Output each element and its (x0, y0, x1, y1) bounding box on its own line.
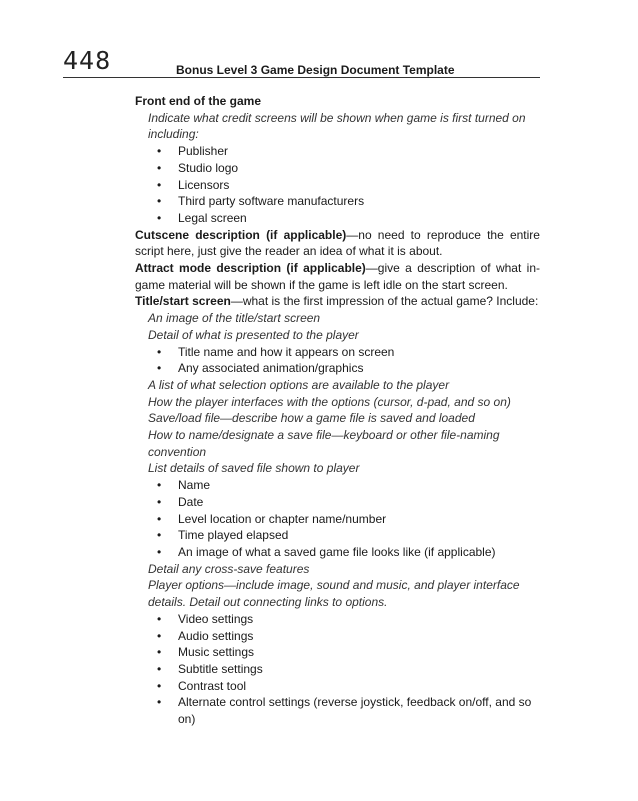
list-item-text: Third party software manufacturers (178, 194, 365, 209)
list-item-text: Date (178, 494, 204, 509)
bullet-icon: • (157, 661, 162, 676)
list-item-text: An image of what a saved game file looks like (if applicable) (178, 544, 496, 559)
credit-screens-list (135, 143, 540, 227)
bullet-icon: • (157, 628, 162, 643)
title-screen-paragraph (135, 293, 540, 310)
list-item-text: Any associated animation/graphics (178, 361, 364, 376)
player-options-list (135, 611, 540, 728)
bullet-icon: • (157, 695, 162, 710)
list-item-text: Time played elapsed (178, 528, 289, 543)
bullet-icon: • (157, 478, 162, 493)
title-screen-line: How to name/designate a save file—keyboard or other file-naming convention (148, 428, 500, 459)
list-item-text: Audio settings (178, 628, 254, 643)
title-screen-line: An image of the title/start screen (148, 311, 321, 326)
bullet-icon: • (157, 210, 162, 225)
list-item-text: Music settings (178, 645, 255, 660)
list-item (157, 628, 540, 645)
list-item (157, 477, 540, 494)
attract-text: —give a description of what in-game material will be shown if the game is left idle on the start screen. (135, 261, 540, 292)
list-item (157, 193, 540, 210)
title-screen-line: Save/load file—describe how a game file is saved and loaded (148, 411, 475, 426)
list-item (157, 661, 540, 678)
list-item (157, 360, 540, 377)
list-item (157, 344, 540, 361)
list-item-text: Subtitle settings (178, 661, 263, 676)
bullet-icon: • (157, 645, 162, 660)
list-item (157, 527, 540, 544)
title-screen-heading: Title/start screen (135, 294, 231, 309)
attract-heading: Attract mode description (if applicable) (135, 261, 366, 276)
page-content (135, 93, 540, 728)
cutscene-text: —no need to reproduce the entire script here, just give the reader an idea of what it is about. (135, 227, 540, 259)
running-head: Bonus Level 3 Game Design Document Template (176, 63, 455, 77)
list-item (157, 511, 540, 528)
list-item-text: Contrast tool (178, 678, 247, 693)
list-item-text: Level location or chapter name/number (178, 511, 387, 526)
list-item (157, 678, 540, 695)
bullet-icon: • (157, 511, 162, 526)
page-number: 448 (63, 46, 112, 75)
title-screen-line: How the player interfaces with the options (cursor, d-pad, and so on) (148, 394, 511, 409)
bullet-icon: • (157, 678, 162, 693)
attract-paragraph (135, 260, 540, 293)
list-item (157, 160, 540, 177)
list-item-text: Legal screen (178, 210, 247, 225)
bullet-icon: • (157, 611, 162, 626)
title-screen-line: Detail of what is presented to the player (148, 327, 359, 342)
saved-file-list (135, 477, 540, 561)
list-item (157, 644, 540, 661)
list-item-text: Name (178, 478, 211, 493)
list-item-text: Studio logo (178, 160, 239, 175)
list-item (157, 694, 540, 727)
list-item (157, 143, 540, 160)
list-item (157, 494, 540, 511)
front-end-intro: Indicate what credit screens will be shown when game is first turned on including: (148, 110, 526, 142)
bullet-icon: • (157, 177, 162, 192)
presented-list (135, 344, 540, 377)
bullet-icon: • (157, 361, 162, 376)
list-item-text: Publisher (178, 144, 229, 159)
title-screen-text: —what is the first impression of the actual game? Include: (230, 294, 539, 309)
list-item-text: Licensors (178, 177, 230, 192)
list-item-text: Video settings (178, 611, 254, 626)
bullet-icon: • (157, 544, 162, 559)
front-end-heading: Front end of the game (135, 94, 261, 108)
bullet-icon: • (157, 344, 162, 359)
list-item-text: Alternate control settings (reverse joystick, feedback on/off, and so on) (178, 695, 532, 727)
bullet-icon: • (157, 494, 162, 509)
header-rule (63, 77, 540, 78)
list-item (157, 611, 540, 628)
list-item (157, 544, 540, 561)
bullet-icon: • (157, 528, 162, 543)
bullet-icon: • (157, 194, 162, 209)
bullet-icon: • (157, 160, 162, 175)
title-screen-line: List details of saved file shown to player (148, 461, 360, 476)
bullet-icon: • (157, 144, 162, 159)
title-screen-line: A list of what selection options are available to the player (148, 377, 450, 392)
cutscene-heading: Cutscene description (if applicable) (135, 227, 347, 242)
list-item-text: Title name and how it appears on screen (178, 344, 395, 359)
list-item (157, 210, 540, 227)
list-item (157, 177, 540, 194)
cutscene-paragraph (135, 227, 540, 260)
title-screen-line: Detail any cross-save features (148, 561, 310, 576)
title-screen-line: Player options—include image, sound and music, and player interface details. Detail out connecting links to options. (148, 578, 520, 610)
